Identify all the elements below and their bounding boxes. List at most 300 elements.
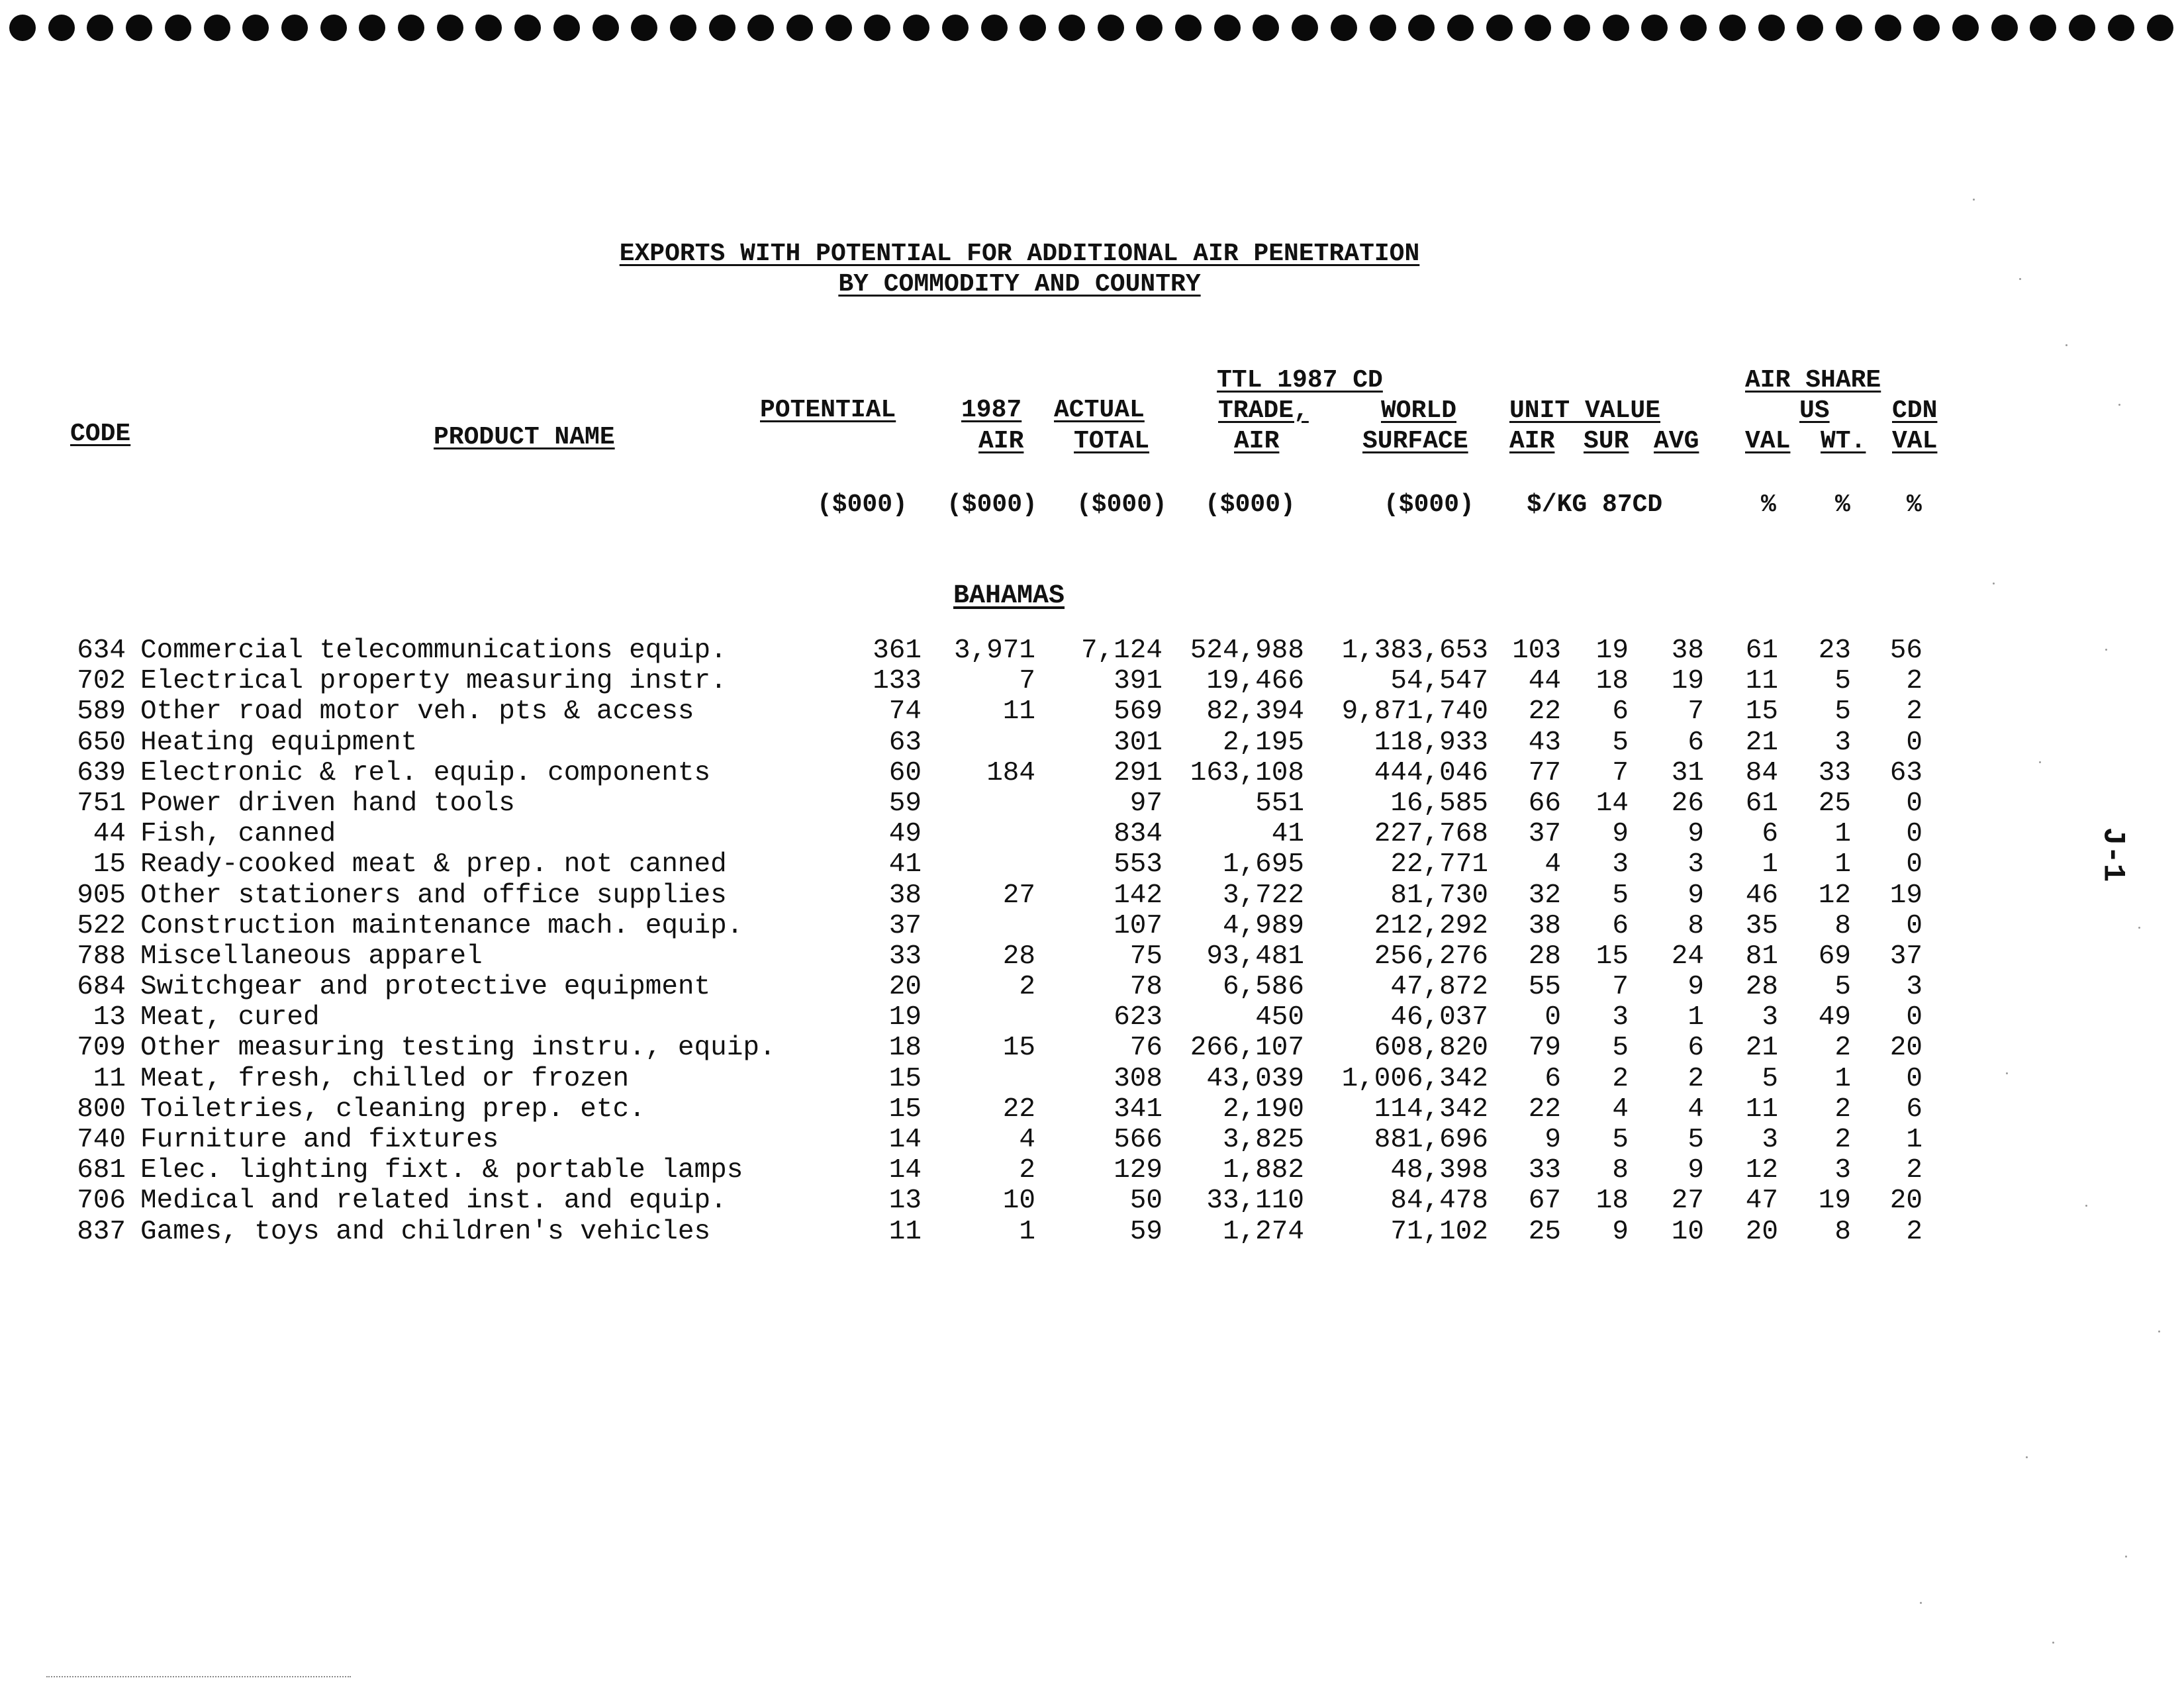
cell-code: 13 bbox=[93, 1002, 126, 1033]
scan-speck bbox=[1993, 583, 1995, 584]
table-row bbox=[0, 1217, 1986, 1247]
cell-us-val: 21 bbox=[1745, 1033, 1778, 1064]
unit-1987-air: ($000) bbox=[947, 491, 1037, 519]
binder-hole bbox=[126, 15, 152, 41]
binder-hole bbox=[204, 15, 230, 41]
cell-potential: 38 bbox=[888, 880, 922, 911]
footer-dotted-line bbox=[46, 1676, 351, 1677]
table-row bbox=[0, 1125, 1986, 1155]
cell-name: Meat, fresh, chilled or frozen bbox=[140, 1063, 630, 1094]
header-potential: POTENTIAL bbox=[760, 396, 896, 424]
cell-world-surface: 1,006,342 bbox=[1341, 1063, 1488, 1094]
cell-unit-air: 0 bbox=[1544, 1002, 1561, 1033]
cell-unit-avg: 8 bbox=[1687, 910, 1704, 941]
cell-cdn-val: 0 bbox=[1906, 819, 1923, 850]
header-ttl-1987-cd: TTL 1987 CD bbox=[1217, 366, 1383, 395]
cell-world-surface: 256,276 bbox=[1374, 941, 1488, 972]
scan-speck bbox=[2158, 1331, 2160, 1332]
cell-unit-avg: 1 bbox=[1687, 1002, 1704, 1033]
cell-unit-avg: 3 bbox=[1687, 849, 1704, 880]
scan-speck bbox=[2125, 1556, 2127, 1558]
cell-unit-air: 55 bbox=[1528, 972, 1561, 1003]
header-actual-bottom: TOTAL bbox=[1074, 427, 1150, 455]
cell-unit-sur: 7 bbox=[1612, 757, 1629, 788]
cell-unit-avg: 2 bbox=[1687, 1063, 1704, 1094]
binder-hole bbox=[1603, 15, 1629, 41]
cell-actual-total: 834 bbox=[1114, 819, 1163, 850]
cell-world-surface: 118,933 bbox=[1374, 727, 1488, 758]
header-code: CODE bbox=[70, 420, 131, 448]
cell-us-wt: 8 bbox=[1834, 1216, 1851, 1247]
cell-unit-air: 28 bbox=[1528, 941, 1561, 972]
binder-hole bbox=[1175, 15, 1202, 41]
header-us: US bbox=[1799, 397, 1830, 425]
cell-potential: 63 bbox=[888, 727, 922, 758]
cell-unit-air: 33 bbox=[1528, 1155, 1561, 1186]
cell-us-val: 21 bbox=[1745, 727, 1778, 758]
cell-air-1987: 27 bbox=[1002, 880, 1035, 911]
cell-unit-sur: 5 bbox=[1612, 727, 1629, 758]
cell-code: 639 bbox=[77, 757, 126, 788]
cell-cdn-val: 0 bbox=[1906, 788, 1923, 819]
cell-code: 837 bbox=[77, 1216, 126, 1247]
cell-unit-avg: 19 bbox=[1671, 666, 1704, 697]
cell-air-1987: 10 bbox=[1002, 1186, 1035, 1217]
cell-cdn-val: 0 bbox=[1906, 910, 1923, 941]
cell-us-wt: 2 bbox=[1834, 1033, 1851, 1064]
table-row bbox=[0, 1064, 1986, 1094]
cell-unit-sur: 6 bbox=[1612, 696, 1629, 727]
cell-air-1987: 2 bbox=[1019, 1155, 1035, 1186]
cell-actual-total: 566 bbox=[1114, 1125, 1163, 1155]
cell-world-surface: 444,046 bbox=[1374, 757, 1488, 788]
scan-speck bbox=[2052, 1642, 2054, 1644]
cell-cdn-val: 3 bbox=[1906, 972, 1923, 1003]
cell-name: Electrical property measuring instr. bbox=[140, 666, 727, 697]
cell-air-1987: 28 bbox=[1002, 941, 1035, 972]
cell-code: 709 bbox=[77, 1033, 126, 1064]
header-actual-top: ACTUAL bbox=[1054, 396, 1145, 424]
binder-hole bbox=[1253, 15, 1279, 41]
cell-us-val: 11 bbox=[1745, 666, 1778, 697]
cell-actual-total: 142 bbox=[1114, 880, 1163, 911]
cell-code: 702 bbox=[77, 666, 126, 697]
cell-name: Switchgear and protective equipment bbox=[140, 972, 711, 1003]
cell-us-val: 6 bbox=[1762, 819, 1778, 850]
cell-unit-air: 77 bbox=[1528, 757, 1561, 788]
cell-us-val: 61 bbox=[1745, 635, 1778, 666]
table-row bbox=[0, 788, 1986, 819]
cell-actual-total: 129 bbox=[1114, 1155, 1163, 1186]
cell-air-1987: 1 bbox=[1019, 1216, 1035, 1247]
table-row bbox=[0, 1002, 1986, 1033]
binder-hole bbox=[2030, 15, 2056, 41]
header-cdn: CDN bbox=[1892, 397, 1938, 425]
scan-speck bbox=[2026, 1456, 2028, 1458]
cell-unit-air: 79 bbox=[1528, 1033, 1561, 1064]
cell-air-1987: 184 bbox=[986, 757, 1035, 788]
cell-potential: 361 bbox=[873, 635, 922, 666]
binder-hole bbox=[1564, 15, 1590, 41]
page-subtitle: BY COMMODITY AND COUNTRY bbox=[838, 270, 1201, 299]
cell-cdn-val: 6 bbox=[1906, 1094, 1923, 1125]
cell-us-wt: 5 bbox=[1834, 666, 1851, 697]
cell-unit-air: 44 bbox=[1528, 666, 1561, 697]
cell-unit-sur: 3 bbox=[1612, 849, 1629, 880]
cell-code: 740 bbox=[77, 1125, 126, 1155]
cell-potential: 37 bbox=[888, 910, 922, 941]
binder-hole bbox=[1875, 15, 1901, 41]
cell-us-val: 81 bbox=[1745, 941, 1778, 972]
cell-us-wt: 2 bbox=[1834, 1125, 1851, 1155]
cell-world-surface: 47,872 bbox=[1390, 972, 1488, 1003]
cell-unit-avg: 9 bbox=[1687, 819, 1704, 850]
cell-name: Meat, cured bbox=[140, 1002, 320, 1033]
cell-unit-sur: 2 bbox=[1612, 1063, 1629, 1094]
cell-actual-total: 7,124 bbox=[1080, 635, 1163, 666]
table-row bbox=[0, 696, 1986, 727]
commodity-table bbox=[0, 635, 1986, 1247]
header-ttl-air: AIR bbox=[1234, 427, 1280, 455]
cell-ttl-trade-air: 1,274 bbox=[1222, 1216, 1304, 1247]
header-wt: WT. bbox=[1821, 427, 1866, 455]
cell-potential: 18 bbox=[888, 1033, 922, 1064]
cell-unit-avg: 10 bbox=[1671, 1216, 1704, 1247]
cell-world-surface: 81,730 bbox=[1390, 880, 1488, 911]
header-unit-value: UNIT VALUE bbox=[1509, 397, 1661, 425]
cell-unit-sur: 14 bbox=[1595, 788, 1629, 819]
binder-hole bbox=[670, 15, 696, 41]
cell-unit-avg: 26 bbox=[1671, 788, 1704, 819]
cell-us-val: 3 bbox=[1762, 1125, 1778, 1155]
binder-hole bbox=[2147, 15, 2173, 41]
binder-hole bbox=[1020, 15, 1046, 41]
cell-code: 751 bbox=[77, 788, 126, 819]
cell-us-wt: 3 bbox=[1834, 1155, 1851, 1186]
scan-speck bbox=[2118, 404, 2120, 406]
binder-hole bbox=[9, 15, 36, 41]
binder-hole bbox=[631, 15, 657, 41]
cell-cdn-val: 19 bbox=[1889, 880, 1923, 911]
binder-hole bbox=[1641, 15, 1668, 41]
cell-unit-air: 25 bbox=[1528, 1216, 1561, 1247]
unit-value-units: $/KG 87CD bbox=[1527, 491, 1663, 519]
cell-potential: 49 bbox=[888, 819, 922, 850]
country-heading: BAHAMAS bbox=[953, 581, 1065, 611]
cell-world-surface: 54,547 bbox=[1390, 666, 1488, 697]
cell-actual-total: 341 bbox=[1114, 1094, 1163, 1125]
cell-unit-sur: 5 bbox=[1612, 1125, 1629, 1155]
scan-speck bbox=[2085, 1205, 2087, 1207]
cell-air-1987: 22 bbox=[1002, 1094, 1035, 1125]
header-air-share: AIR SHARE bbox=[1745, 366, 1881, 395]
binder-hole bbox=[1292, 15, 1318, 41]
cell-world-surface: 71,102 bbox=[1390, 1216, 1488, 1247]
cell-unit-air: 32 bbox=[1528, 880, 1561, 911]
binder-hole bbox=[1136, 15, 1163, 41]
cell-world-surface: 608,820 bbox=[1374, 1033, 1488, 1064]
binder-hole bbox=[553, 15, 580, 41]
cell-cdn-val: 63 bbox=[1889, 757, 1923, 788]
cell-ttl-trade-air: 266,107 bbox=[1190, 1033, 1304, 1064]
binder-hole bbox=[903, 15, 929, 41]
table-row bbox=[0, 880, 1986, 911]
header-1987-air-bottom: AIR bbox=[978, 427, 1024, 455]
cell-unit-sur: 19 bbox=[1595, 635, 1629, 666]
cell-world-surface: 881,696 bbox=[1374, 1125, 1488, 1155]
cell-ttl-trade-air: 4,989 bbox=[1222, 910, 1304, 941]
binder-hole bbox=[1991, 15, 2018, 41]
binder-hole bbox=[437, 15, 463, 41]
cell-unit-avg: 31 bbox=[1671, 757, 1704, 788]
cell-cdn-val: 2 bbox=[1906, 666, 1923, 697]
cell-unit-avg: 27 bbox=[1671, 1186, 1704, 1217]
cell-cdn-val: 0 bbox=[1906, 1002, 1923, 1033]
cell-unit-sur: 15 bbox=[1595, 941, 1629, 972]
cell-us-wt: 1 bbox=[1834, 1063, 1851, 1094]
cell-ttl-trade-air: 163,108 bbox=[1190, 757, 1304, 788]
cell-name: Fish, canned bbox=[140, 819, 336, 850]
table-row bbox=[0, 1094, 1986, 1125]
cell-ttl-trade-air: 1,882 bbox=[1222, 1155, 1304, 1186]
cell-world-surface: 9,871,740 bbox=[1341, 696, 1488, 727]
binder-hole bbox=[981, 15, 1008, 41]
header-world: WORLD bbox=[1381, 397, 1457, 425]
cell-code: 788 bbox=[77, 941, 126, 972]
cell-potential: 74 bbox=[888, 696, 922, 727]
binder-hole bbox=[1719, 15, 1746, 41]
cell-actual-total: 623 bbox=[1114, 1002, 1163, 1033]
unit-potential: ($000) bbox=[817, 491, 908, 519]
cell-actual-total: 78 bbox=[1129, 972, 1163, 1003]
cell-ttl-trade-air: 524,988 bbox=[1190, 635, 1304, 666]
cell-unit-air: 22 bbox=[1528, 1094, 1561, 1125]
cell-actual-total: 97 bbox=[1129, 788, 1163, 819]
cell-name: Toiletries, cleaning prep. etc. bbox=[140, 1094, 645, 1125]
cell-ttl-trade-air: 43,039 bbox=[1206, 1063, 1304, 1094]
header-val: VAL bbox=[1745, 427, 1791, 455]
cell-actual-total: 107 bbox=[1114, 910, 1163, 941]
cell-unit-air: 43 bbox=[1528, 727, 1561, 758]
cell-world-surface: 212,292 bbox=[1374, 910, 1488, 941]
cell-actual-total: 59 bbox=[1129, 1216, 1163, 1247]
cell-actual-total: 553 bbox=[1114, 849, 1163, 880]
cell-us-wt: 2 bbox=[1834, 1094, 1851, 1125]
binder-hole bbox=[1214, 15, 1241, 41]
cell-us-val: 11 bbox=[1745, 1094, 1778, 1125]
cell-cdn-val: 2 bbox=[1906, 1155, 1923, 1186]
cell-air-1987: 11 bbox=[1002, 696, 1035, 727]
cell-code: 681 bbox=[77, 1155, 126, 1186]
cell-unit-sur: 5 bbox=[1612, 880, 1629, 911]
cell-us-val: 35 bbox=[1745, 910, 1778, 941]
cell-unit-sur: 8 bbox=[1612, 1155, 1629, 1186]
binder-hole bbox=[826, 15, 852, 41]
cell-air-1987: 7 bbox=[1019, 666, 1035, 697]
cell-potential: 19 bbox=[888, 1002, 922, 1033]
cell-world-surface: 22,771 bbox=[1390, 849, 1488, 880]
cell-air-1987: 2 bbox=[1019, 972, 1035, 1003]
scan-speck bbox=[2019, 278, 2021, 280]
cell-world-surface: 227,768 bbox=[1374, 819, 1488, 850]
cell-us-val: 1 bbox=[1762, 849, 1778, 880]
cell-us-wt: 25 bbox=[1818, 788, 1851, 819]
cell-us-val: 84 bbox=[1745, 757, 1778, 788]
cell-cdn-val: 0 bbox=[1906, 1063, 1923, 1094]
binder-hole bbox=[87, 15, 113, 41]
page-marker: J-1 bbox=[2095, 827, 2130, 882]
cell-potential: 33 bbox=[888, 941, 922, 972]
cell-us-val: 12 bbox=[1745, 1155, 1778, 1186]
cell-world-surface: 114,342 bbox=[1374, 1094, 1488, 1125]
cell-code: 905 bbox=[77, 880, 126, 911]
binder-hole bbox=[1680, 15, 1707, 41]
binder-hole bbox=[1797, 15, 1823, 41]
cell-unit-sur: 18 bbox=[1595, 666, 1629, 697]
header-unit-air: AIR bbox=[1509, 427, 1555, 455]
table-row bbox=[0, 941, 1986, 972]
cell-world-surface: 46,037 bbox=[1390, 1002, 1488, 1033]
cell-us-wt: 8 bbox=[1834, 910, 1851, 941]
cell-unit-air: 4 bbox=[1544, 849, 1561, 880]
cell-us-val: 46 bbox=[1745, 880, 1778, 911]
cell-name: Other road motor veh. pts & access bbox=[140, 696, 694, 727]
scan-speck bbox=[2006, 1072, 2008, 1074]
cell-actual-total: 291 bbox=[1114, 757, 1163, 788]
cell-us-val: 15 bbox=[1745, 696, 1778, 727]
cell-unit-air: 22 bbox=[1528, 696, 1561, 727]
scan-speck bbox=[2065, 344, 2067, 346]
cell-cdn-val: 56 bbox=[1889, 635, 1923, 666]
binder-hole bbox=[1059, 15, 1085, 41]
unit-world-surface: ($000) bbox=[1384, 491, 1474, 519]
cell-name: Furniture and fixtures bbox=[140, 1125, 499, 1155]
cell-ttl-trade-air: 2,190 bbox=[1222, 1094, 1304, 1125]
scan-speck bbox=[2039, 761, 2041, 763]
binder-hole bbox=[242, 15, 269, 41]
cell-unit-avg: 4 bbox=[1687, 1094, 1704, 1125]
cell-unit-sur: 9 bbox=[1612, 1216, 1629, 1247]
scan-speck bbox=[1973, 199, 1975, 201]
cell-cdn-val: 20 bbox=[1889, 1186, 1923, 1217]
cell-us-val: 3 bbox=[1762, 1002, 1778, 1033]
cell-potential: 59 bbox=[888, 788, 922, 819]
cell-us-wt: 69 bbox=[1818, 941, 1851, 972]
binder-hole bbox=[2108, 15, 2134, 41]
cell-us-wt: 19 bbox=[1818, 1186, 1851, 1217]
cell-code: 11 bbox=[93, 1063, 126, 1094]
cell-ttl-trade-air: 41 bbox=[1271, 819, 1304, 850]
cell-air-1987: 3,971 bbox=[953, 635, 1035, 666]
binder-hole bbox=[1525, 15, 1551, 41]
binder-hole bbox=[1836, 15, 1862, 41]
cell-name: Games, toys and children's vehicles bbox=[140, 1216, 711, 1247]
table-row bbox=[0, 849, 1986, 880]
cell-potential: 60 bbox=[888, 757, 922, 788]
cell-code: 522 bbox=[77, 910, 126, 941]
binder-hole bbox=[1447, 15, 1474, 41]
cell-unit-sur: 9 bbox=[1612, 819, 1629, 850]
page-title: EXPORTS WITH POTENTIAL FOR ADDITIONAL AIR PENETRATION bbox=[619, 240, 1420, 268]
cell-us-wt: 12 bbox=[1818, 880, 1851, 911]
cell-cdn-val: 2 bbox=[1906, 1216, 1923, 1247]
cell-code: 684 bbox=[77, 972, 126, 1003]
binder-hole bbox=[2069, 15, 2095, 41]
scan-speck bbox=[2138, 927, 2140, 929]
unit-val-percent: % bbox=[1761, 491, 1776, 519]
cell-cdn-val: 0 bbox=[1906, 849, 1923, 880]
cell-unit-avg: 6 bbox=[1687, 1033, 1704, 1064]
cell-unit-sur: 3 bbox=[1612, 1002, 1629, 1033]
cell-potential: 13 bbox=[888, 1186, 922, 1217]
cell-us-wt: 5 bbox=[1834, 696, 1851, 727]
cell-actual-total: 50 bbox=[1129, 1186, 1163, 1217]
cell-cdn-val: 20 bbox=[1889, 1033, 1923, 1064]
table-row bbox=[0, 635, 1986, 666]
cell-name: Medical and related inst. and equip. bbox=[140, 1186, 727, 1217]
cell-us-wt: 5 bbox=[1834, 972, 1851, 1003]
cell-actual-total: 301 bbox=[1114, 727, 1163, 758]
cell-ttl-trade-air: 19,466 bbox=[1206, 666, 1304, 697]
unit-wt-percent: % bbox=[1835, 491, 1850, 519]
cell-potential: 15 bbox=[888, 1094, 922, 1125]
cell-us-wt: 1 bbox=[1834, 819, 1851, 850]
cell-code: 44 bbox=[93, 819, 126, 850]
table-row bbox=[0, 972, 1986, 1002]
cell-us-wt: 49 bbox=[1818, 1002, 1851, 1033]
cell-us-val: 20 bbox=[1745, 1216, 1778, 1247]
cell-unit-avg: 7 bbox=[1687, 696, 1704, 727]
cell-ttl-trade-air: 3,722 bbox=[1222, 880, 1304, 911]
binder-hole bbox=[281, 15, 308, 41]
cell-unit-sur: 6 bbox=[1612, 910, 1629, 941]
cell-air-1987: 4 bbox=[1019, 1125, 1035, 1155]
cell-name: Other stationers and office supplies bbox=[140, 880, 727, 911]
cell-actual-total: 76 bbox=[1129, 1033, 1163, 1064]
cell-potential: 41 bbox=[888, 849, 922, 880]
cell-unit-sur: 5 bbox=[1612, 1033, 1629, 1064]
cell-name: Electronic & rel. equip. components bbox=[140, 757, 711, 788]
binder-hole bbox=[1913, 15, 1940, 41]
binder-hole bbox=[1486, 15, 1513, 41]
cell-code: 650 bbox=[77, 727, 126, 758]
cell-code: 589 bbox=[77, 696, 126, 727]
cell-potential: 133 bbox=[873, 666, 922, 697]
cell-unit-avg: 6 bbox=[1687, 727, 1704, 758]
binder-hole bbox=[48, 15, 75, 41]
scan-speck bbox=[2105, 649, 2107, 651]
cell-world-surface: 1,383,653 bbox=[1341, 635, 1488, 666]
cell-unit-air: 37 bbox=[1528, 819, 1561, 850]
binder-hole bbox=[593, 15, 619, 41]
cell-ttl-trade-air: 93,481 bbox=[1206, 941, 1304, 972]
binder-hole bbox=[475, 15, 502, 41]
cell-unit-avg: 9 bbox=[1687, 1155, 1704, 1186]
cell-actual-total: 569 bbox=[1114, 696, 1163, 727]
cell-cdn-val: 0 bbox=[1906, 727, 1923, 758]
cell-world-surface: 84,478 bbox=[1390, 1186, 1488, 1217]
cell-name: Miscellaneous apparel bbox=[140, 941, 483, 972]
cell-us-val: 47 bbox=[1745, 1186, 1778, 1217]
cell-us-val: 61 bbox=[1745, 788, 1778, 819]
binder-hole bbox=[320, 15, 347, 41]
table-row bbox=[0, 1186, 1986, 1216]
cell-actual-total: 391 bbox=[1114, 666, 1163, 697]
cell-world-surface: 16,585 bbox=[1390, 788, 1488, 819]
binder-hole bbox=[864, 15, 890, 41]
binder-hole bbox=[359, 15, 385, 41]
cell-unit-sur: 7 bbox=[1612, 972, 1629, 1003]
